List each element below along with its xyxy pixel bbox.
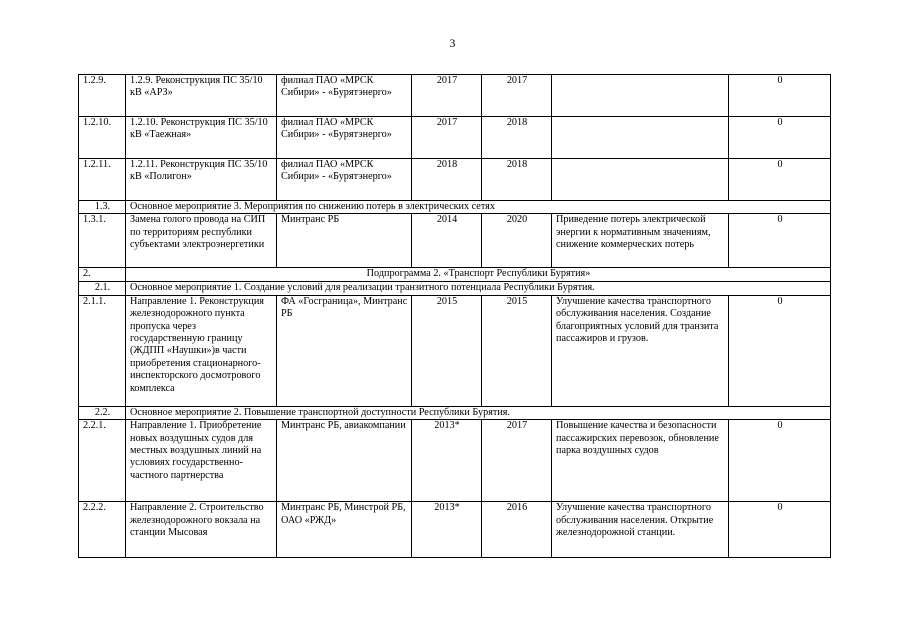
start-year: 2013* bbox=[412, 502, 482, 558]
row-number: 1.2.10. bbox=[79, 117, 126, 159]
end-year: 2018 bbox=[482, 117, 552, 159]
executor: Минтранс РБ, Минстрой РБ, ОАО «РЖД» bbox=[277, 502, 412, 558]
executor: ФА «Госграница», Минтранс РБ bbox=[277, 295, 412, 406]
table-row bbox=[79, 295, 831, 406]
activity-name: Направление 1. Реконструкция железнодорожного пункта пропуска через государственную границу (ЖДПП «Наушки»)в части приобретения стационарного-инспекторского досмотрового комплекса bbox=[126, 295, 277, 406]
table-row bbox=[79, 502, 831, 558]
row-number: 2.2.1. bbox=[79, 420, 126, 502]
table-row bbox=[79, 159, 831, 201]
row-number: 2.1.1. bbox=[79, 295, 126, 406]
executor: филиал ПАО «МРСК Сибири» - «Бурятэнерго» bbox=[277, 159, 412, 201]
start-year: 2013* bbox=[412, 420, 482, 502]
section-title: Основное мероприятие 3. Мероприятия по снижению потерь в электрических сетях bbox=[126, 201, 831, 214]
section-title: Основное мероприятие 1. Создание условий для реализации транзитного потенциала Республики Бурятия. bbox=[126, 282, 831, 295]
end-year: 2015 bbox=[482, 295, 552, 406]
indicator-value: 0 bbox=[729, 214, 831, 268]
row-number: 1.2.11. bbox=[79, 159, 126, 201]
end-year: 2020 bbox=[482, 214, 552, 268]
indicator-value: 0 bbox=[729, 117, 831, 159]
table-row bbox=[79, 214, 831, 268]
activity-name: Направление 2. Строительство железнодорожного вокзала на станции Мысовая bbox=[126, 502, 277, 558]
row-number: 2.2. bbox=[79, 406, 126, 419]
start-year: 2017 bbox=[412, 117, 482, 159]
end-year: 2017 bbox=[482, 420, 552, 502]
activity-name: 1.2.10. Реконструкция ПС 35/10 кВ «Таежная» bbox=[126, 117, 277, 159]
section-row bbox=[79, 406, 831, 419]
executor: Минтранс РБ, авиакомпании bbox=[277, 420, 412, 502]
table-row bbox=[79, 420, 831, 502]
section-row bbox=[79, 201, 831, 214]
row-number: 2. bbox=[79, 268, 126, 282]
section-title: Основное мероприятие 2. Повышение транспортной доступности Республики Бурятия. bbox=[126, 406, 831, 419]
expected-result: Улучшение качества транспортного обслуживания населения. Открытие железнодорожной станции. bbox=[552, 502, 729, 558]
activity-name: Направление 1. Приобретение новых воздушных судов для местных воздушных линий на условиях государственно-частного партнерства bbox=[126, 420, 277, 502]
start-year: 2017 bbox=[412, 75, 482, 117]
executor: филиал ПАО «МРСК Сибири» - «Бурятэнерго» bbox=[277, 75, 412, 117]
start-year: 2015 bbox=[412, 295, 482, 406]
subprogram-title: Подпрограмма 2. «Транспорт Республики Бурятия» bbox=[126, 268, 831, 282]
end-year: 2016 bbox=[482, 502, 552, 558]
row-number: 1.2.9. bbox=[79, 75, 126, 117]
start-year: 2014 bbox=[412, 214, 482, 268]
subprogram-row bbox=[79, 268, 831, 282]
program-table bbox=[78, 74, 831, 558]
start-year: 2018 bbox=[412, 159, 482, 201]
expected-result bbox=[552, 159, 729, 201]
indicator-value: 0 bbox=[729, 502, 831, 558]
executor: филиал ПАО «МРСК Сибири» - «Бурятэнерго» bbox=[277, 117, 412, 159]
activity-name: Замена голого провода на СИП по территориям республики субъектами электроэнергетики bbox=[126, 214, 277, 268]
indicator-value: 0 bbox=[729, 159, 831, 201]
table-row bbox=[79, 75, 831, 117]
expected-result: Улучшение качества транспортного обслуживания населения. Создание благоприятных условий для транзита пассажиров и грузов. bbox=[552, 295, 729, 406]
activity-name: 1.2.9. Реконструкция ПС 35/10 кВ «АРЗ» bbox=[126, 75, 277, 117]
expected-result: Приведение потерь электрической энергии к нормативным значениям, снижение коммерческих потерь bbox=[552, 214, 729, 268]
expected-result: Повышение качества и безопасности пассажирских перевозок, обновление парка воздушных судов bbox=[552, 420, 729, 502]
expected-result bbox=[552, 117, 729, 159]
page-number: 3 bbox=[449, 38, 456, 50]
indicator-value: 0 bbox=[729, 420, 831, 502]
indicator-value: 0 bbox=[729, 295, 831, 406]
section-row bbox=[79, 282, 831, 295]
row-number: 1.3.1. bbox=[79, 214, 126, 268]
expected-result bbox=[552, 75, 729, 117]
table-row bbox=[79, 117, 831, 159]
indicator-value: 0 bbox=[729, 75, 831, 117]
activity-name: 1.2.11. Реконструкция ПС 35/10 кВ «Полигон» bbox=[126, 159, 277, 201]
end-year: 2018 bbox=[482, 159, 552, 201]
table-body bbox=[79, 75, 831, 558]
executor: Минтранс РБ bbox=[277, 214, 412, 268]
row-number: 1.3. bbox=[79, 201, 126, 214]
row-number: 2.1. bbox=[79, 282, 126, 295]
end-year: 2017 bbox=[482, 75, 552, 117]
row-number: 2.2.2. bbox=[79, 502, 126, 558]
